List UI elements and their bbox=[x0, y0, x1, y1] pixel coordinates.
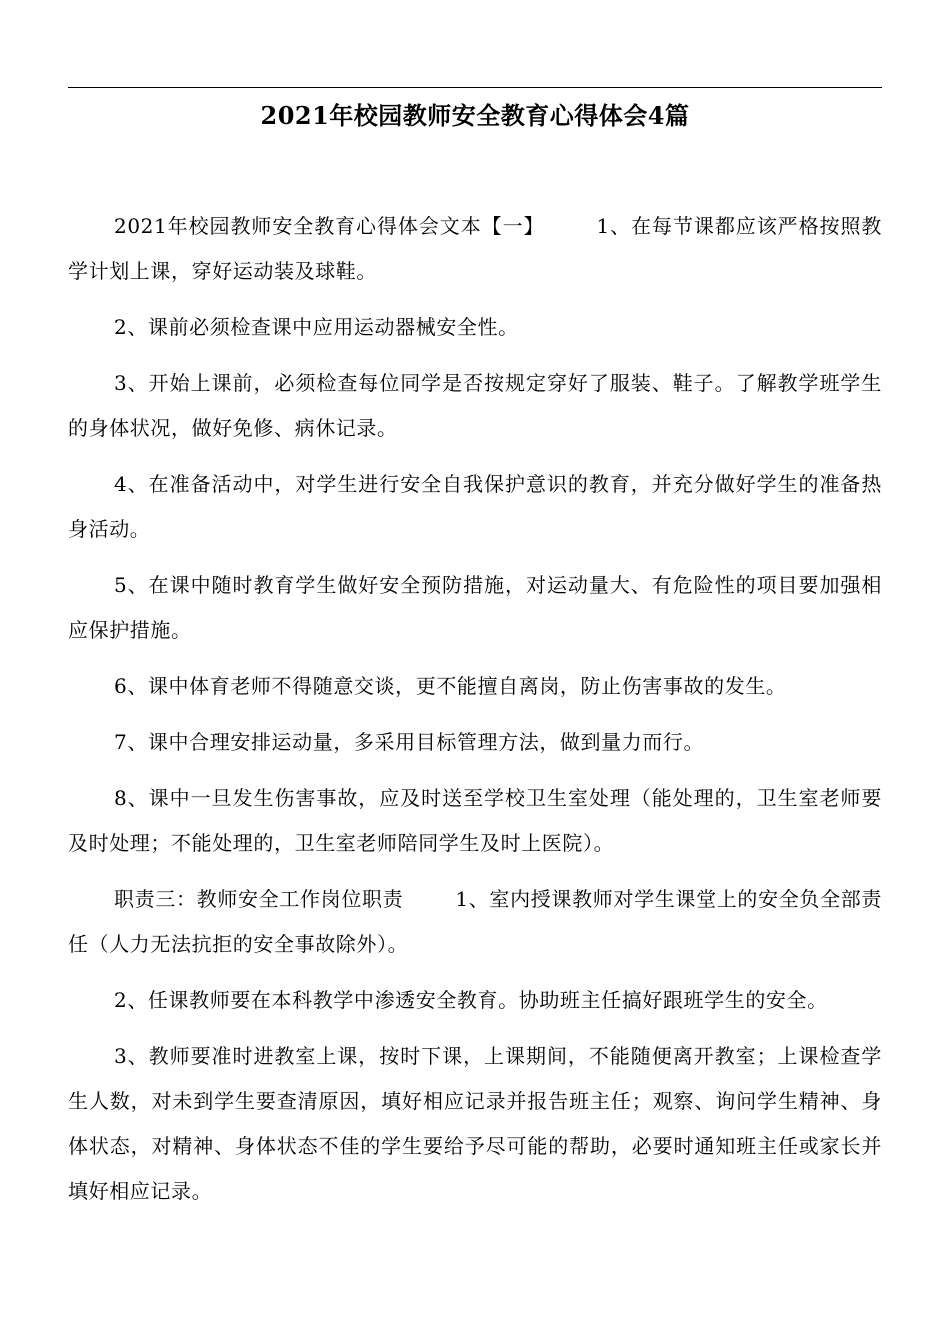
paragraph-6 bbox=[68, 664, 882, 709]
paragraph-text: 5、在课中随时教育学生做好安全预防措施，对运动量大、有危险性的项目要加强相应保护措施。 bbox=[68, 573, 882, 642]
header-rule bbox=[68, 87, 882, 88]
paragraph-8 bbox=[68, 776, 882, 866]
paragraph-10 bbox=[68, 978, 882, 1023]
document-body bbox=[68, 204, 882, 1225]
paragraph-text: 8、课中一旦发生伤害事故，应及时送至学校卫生室处理（能处理的，卫生室老师要及时处理；不能处理的，卫生室老师陪同学生及时上医院）。 bbox=[68, 786, 882, 855]
paragraph-5 bbox=[68, 563, 882, 653]
paragraph-text: 6、课中体育老师不得随意交谈，更不能擅自离岗，防止伤害事故的发生。 bbox=[114, 674, 787, 698]
paragraph-text: 1、在每节课都应该严格按照教学计划上课，穿好运动装及球鞋。 bbox=[68, 214, 882, 283]
paragraph-text: 1、室内授课教师对学生课堂上的安全负全部责任（人力无法抗拒的安全事故除外）。 bbox=[68, 887, 883, 956]
paragraph-text: 4、在准备活动中，对学生进行安全自我保护意识的教育，并充分做好学生的准备热身活动。 bbox=[68, 472, 882, 541]
paragraph-2 bbox=[68, 305, 882, 350]
document-title: 2021年校园教师安全教育心得体会4篇 bbox=[260, 101, 690, 130]
paragraph-4 bbox=[68, 462, 882, 552]
paragraph-1 bbox=[68, 204, 882, 294]
paragraph-lead: 2021年校园教师安全教育心得体会文本【一】 bbox=[114, 214, 545, 238]
paragraph-text: 3、开始上课前，必须检查每位同学是否按规定穿好了服装、鞋子。了解教学班学生的身体状况，做好免修、病休记录。 bbox=[68, 371, 882, 440]
paragraph-text: 2、任课教师要在本科教学中渗透安全教育。协助班主任搞好跟班学生的安全。 bbox=[114, 988, 828, 1012]
paragraph-3 bbox=[68, 361, 882, 451]
paragraph-9 bbox=[68, 877, 882, 967]
paragraph-7 bbox=[68, 720, 882, 765]
paragraph-text: 3、教师要准时进教室上课，按时下课，上课期间，不能随便离开教室；上课检查学生人数，对未到学生要查清原因，填好相应记录并报告班主任；观察、询问学生精神、身体状态，对精神、身体状态不佳的学生要给予尽可能的帮助，必要时通知班主任或家长并填好相应记录。 bbox=[68, 1044, 882, 1203]
paragraph-lead: 职责三：教师安全工作岗位职责 bbox=[114, 887, 404, 911]
paragraph-text: 2、课前必须检查课中应用运动器械安全性。 bbox=[114, 315, 519, 339]
paragraph-text: 7、课中合理安排运动量，多采用目标管理方法，做到量力而行。 bbox=[114, 730, 705, 754]
paragraph-11 bbox=[68, 1034, 882, 1214]
